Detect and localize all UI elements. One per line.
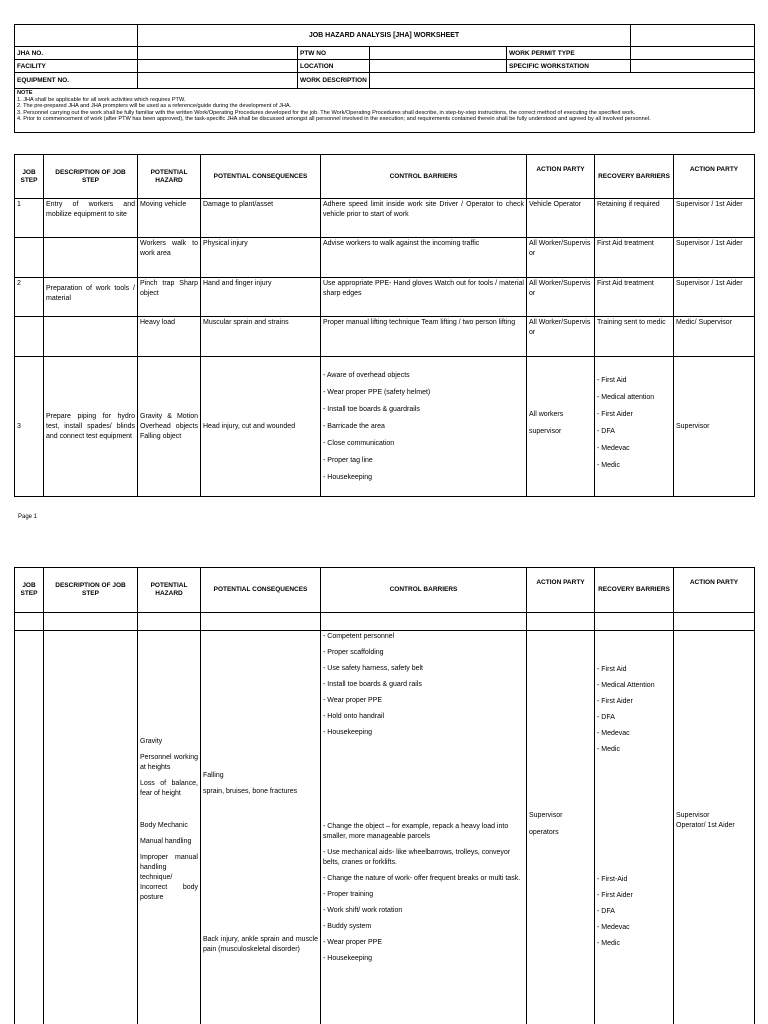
control-item: - Install toe boards & guard rails — [323, 681, 422, 688]
blank-cell — [674, 613, 755, 631]
recovery-cell: First Aid treatment — [595, 238, 674, 278]
table-row — [15, 278, 755, 317]
job-step-description: Entry of workers and mobilize equipment to site — [44, 199, 138, 238]
hazard-cell — [138, 631, 201, 1024]
consequence-item: sprain, bruises, bone fractures — [203, 788, 298, 795]
action-party-2-cell: Supervisor / 1st Aider — [674, 199, 755, 238]
hazard-cell: Pinch trap Sharp object — [138, 278, 201, 317]
hazard-cell: Heavy load — [138, 317, 201, 357]
control-item: - Proper scaffolding — [323, 649, 384, 656]
control-cell: Proper manual lifting technique Team lifting / two person lifting — [321, 317, 527, 357]
recovery-item: - Medical attention — [597, 393, 655, 401]
blank-cell — [44, 613, 138, 631]
action-party-line: Operator/ 1st Aider — [676, 822, 735, 829]
control-cell — [321, 357, 527, 497]
hazard-cell: Moving vehicle — [138, 199, 201, 238]
col-action-party: ACTION PARTY — [527, 155, 595, 199]
table-row — [15, 199, 755, 238]
recovery-item: - DFA — [597, 714, 615, 721]
consequence-cell: Damage to plant/asset — [201, 199, 321, 238]
control-cell — [321, 631, 527, 1024]
location-value[interactable] — [370, 60, 507, 73]
control-item: - Proper training — [323, 891, 374, 898]
recovery-cell: Training sent to medic — [595, 317, 674, 357]
job-step-description: Prepare piping for hydro test, install spades/ blinds and connect test equipment — [44, 357, 138, 497]
recovery-item: - Medevac — [597, 444, 630, 452]
col-description: DESCRIPTION OF JOB STEP — [44, 568, 138, 613]
jha-no-value[interactable] — [138, 47, 298, 60]
control-cell: Advise workers to walk against the incoming traffic — [321, 238, 527, 278]
recovery-item: - First-Aid — [597, 876, 628, 883]
note-item: 2. The pre-prepared JHA and JHA prompters will be used as a reference/guide during the development of JHA. — [17, 103, 292, 110]
job-step-number: 3 — [15, 357, 44, 497]
blank-cell — [631, 25, 755, 47]
recovery-item: - DFA — [597, 427, 615, 435]
action-party-cell: All Worker/Supervisor — [527, 317, 595, 357]
specific-workstation-value[interactable] — [631, 60, 755, 73]
action-party-line: operators — [529, 829, 559, 836]
worksheet-title: JOB HAZARD ANALYSIS [JHA] WORKSHEET — [138, 25, 631, 47]
ptw-no-value[interactable] — [370, 47, 507, 60]
blank-cell — [527, 613, 595, 631]
table-row — [15, 238, 755, 278]
col-hazard: POTENTIAL HAZARD — [138, 155, 201, 199]
recovery-item: - Medical Attention — [597, 682, 655, 689]
blank-cell — [44, 317, 138, 357]
table-row — [15, 631, 755, 1024]
control-item: - Use mechanical aids- like wheelbarrows, trolleys, conveyor belts, cranes or forklifts. — [323, 849, 511, 866]
action-party-2-cell: Medic/ Supervisor — [674, 317, 755, 357]
col-action-party-2: ACTION PARTY — [674, 568, 755, 613]
col-job-step: JOB STEP — [15, 155, 44, 199]
hazard-cell: Workers walk to work area — [138, 238, 201, 278]
consequence-cell: Head injury, cut and wounded — [201, 357, 321, 497]
hazard-item: Personnel working at heights — [140, 754, 198, 771]
action-party-cell: All Worker/Supervisor — [527, 238, 595, 278]
facility-label: FACILITY — [15, 60, 138, 73]
consequence-cell — [201, 631, 321, 1024]
col-recovery: RECOVERY BARRIERS — [595, 155, 674, 199]
control-item: - Housekeeping — [323, 955, 373, 962]
control-item: - Proper tag line — [323, 456, 373, 464]
jha-no-label: JHA NO. — [15, 47, 138, 60]
recovery-item: - First Aider — [597, 410, 633, 418]
recovery-item: - Medevac — [597, 730, 630, 737]
specific-workstation-label: SPECIFIC WORKSTATION — [507, 60, 631, 73]
control-item: - Competent personnel — [323, 633, 395, 640]
blank-cell — [44, 238, 138, 278]
action-party-cell: Vehicle Operator — [527, 199, 595, 238]
action-party-cell — [527, 357, 595, 497]
hazard-item: Gravity — [140, 738, 163, 745]
control-item: - Wear proper PPE (safety helmet) — [323, 388, 431, 396]
equipment-no-value[interactable] — [138, 73, 298, 89]
blank-cell — [321, 613, 527, 631]
job-step-description: Preparation of work tools / material — [44, 278, 138, 317]
hazard-item: Body Mechanic — [140, 822, 188, 829]
note-item: 3. Personnel carrying out the work shall be fully familiar with the written Work/Operating Procedures developed for the job. The Work/Operating Procedures shall describe, in step-by-step instructions, the correct method of executing the specified work. — [17, 109, 636, 116]
recovery-cell — [595, 357, 674, 497]
control-item: - Barricade the area — [323, 422, 385, 430]
table-row — [15, 613, 755, 631]
blank-cell — [201, 613, 321, 631]
action-party-line: All workers — [529, 410, 564, 418]
col-hazard: POTENTIAL HAZARD — [138, 568, 201, 613]
control-item: - Work shift/ work rotation — [323, 907, 403, 914]
action-party-cell — [527, 631, 595, 1024]
job-step-number: 1 — [15, 199, 44, 238]
location-label: LOCATION — [298, 60, 370, 73]
ptw-no-label: PTW NO — [298, 47, 370, 60]
table-row — [15, 357, 755, 497]
recovery-cell: Retaining if required — [595, 199, 674, 238]
control-item: - Change the object – for example, repack a heavy load into smaller, more manageable parcels — [323, 823, 509, 840]
action-party-2-cell: Supervisor / 1st Aider — [674, 238, 755, 278]
work-description-value[interactable] — [370, 73, 755, 89]
work-permit-type-value[interactable] — [631, 47, 755, 60]
col-action-party-2: ACTION PARTY — [674, 155, 755, 199]
hazard-cell: Gravity & Motion Overhead objects Falling object — [138, 357, 201, 497]
note-item: 4. Prior to commencement of work (after PTW has been approved), the task-specific JHA shall be discussed amongst all personnel involved in the execution; and requirements contained therein shall be fully understood and agreed by all involved personnel. — [17, 116, 651, 123]
action-party-2-cell: Supervisor — [674, 357, 755, 497]
facility-value[interactable] — [138, 60, 298, 73]
jha-header-table — [14, 24, 755, 133]
col-job-step: JOB STEP — [15, 568, 44, 613]
notes-section — [15, 89, 755, 133]
action-party-2-cell: Supervisor / 1st Aider — [674, 278, 755, 317]
work-description-label: WORK DESCRIPTION — [298, 73, 370, 89]
recovery-item: - First Aider — [597, 892, 633, 899]
action-party-2-cell — [674, 631, 755, 1024]
blank-cell — [15, 631, 44, 1024]
jha-table-page-2 — [14, 567, 755, 1024]
action-party-cell: All Worker/Supervisor — [527, 278, 595, 317]
control-item: - Housekeeping — [323, 729, 373, 736]
page-number: Page 1 — [18, 514, 38, 520]
col-control: CONTROL BARRIERS — [321, 568, 527, 613]
col-control: CONTROL BARRIERS — [321, 155, 527, 199]
hazard-item: Manual handling — [140, 838, 192, 845]
control-item: - Housekeeping — [323, 473, 373, 481]
recovery-item: - Medic — [597, 746, 620, 753]
recovery-item: - First Aid — [597, 376, 627, 384]
consequence-cell: Hand and finger injury — [201, 278, 321, 317]
control-item: - Aware of overhead objects — [323, 371, 410, 379]
action-party-line: Supervisor — [676, 812, 710, 819]
col-consequences: POTENTIAL CONSEQUENCES — [201, 155, 321, 199]
col-description: DESCRIPTION OF JOB STEP — [44, 155, 138, 199]
recovery-item: - Medevac — [597, 924, 630, 931]
job-step-number: 2 — [15, 278, 44, 317]
consequence-cell: Muscular sprain and strains — [201, 317, 321, 357]
col-consequences: POTENTIAL CONSEQUENCES — [201, 568, 321, 613]
action-party-line: supervisor — [529, 427, 562, 435]
control-item: - Close communication — [323, 439, 395, 447]
control-item: - Hold onto handrail — [323, 713, 385, 720]
consequence-cell: Physical injury — [201, 238, 321, 278]
control-cell: Adhere speed limit inside work site Driver / Operator to check vehicle prior to start of work — [321, 199, 527, 238]
blank-cell — [138, 613, 201, 631]
blank-cell — [44, 631, 138, 1024]
hazard-item: Loss of balance, fear of height — [140, 780, 198, 797]
blank-cell — [15, 613, 44, 631]
jha-table-page-1 — [14, 154, 755, 497]
note-label: NOTE — [17, 90, 33, 96]
action-party-line: Supervisor — [529, 812, 563, 819]
consequence-item: Falling — [203, 772, 224, 779]
blank-cell — [595, 613, 674, 631]
control-item: - Use safety harness, safety belt — [323, 665, 423, 672]
note-item: 1. JHA shall be applicable for all work activities which requires PTW. — [17, 96, 186, 103]
hazard-item: Improper manual handling technique/ Incorrect body posture — [140, 854, 198, 901]
table-row — [15, 317, 755, 357]
control-item: - Wear proper PPE — [323, 697, 383, 704]
control-cell: Use appropriate PPE- Hand gloves Watch out for tools / material sharp edges — [321, 278, 527, 317]
blank-cell — [15, 25, 138, 47]
control-item: - Buddy system — [323, 923, 372, 930]
recovery-cell — [595, 631, 674, 1024]
recovery-item: - First Aid — [597, 666, 627, 673]
recovery-item: - First Aider — [597, 698, 633, 705]
blank-cell — [15, 317, 44, 357]
blank-cell — [15, 238, 44, 278]
recovery-item: - Medic — [597, 940, 620, 947]
recovery-item: - DFA — [597, 908, 615, 915]
col-recovery: RECOVERY BARRIERS — [595, 568, 674, 613]
consequence-item: Back injury, ankle sprain and muscle pain (musculoskeletal disorder) — [203, 936, 318, 953]
control-item: - Change the nature of work- offer frequent breaks or multi task. — [323, 875, 521, 882]
work-permit-type-label: WORK PERMIT TYPE — [507, 47, 631, 60]
equipment-no-label: EQUIPMENT NO. — [15, 73, 138, 89]
recovery-item: - Medic — [597, 461, 620, 469]
control-item: - Install toe boards & guardrails — [323, 405, 420, 413]
control-item: - Wear proper PPE — [323, 939, 383, 946]
col-action-party: ACTION PARTY — [527, 568, 595, 613]
recovery-cell: First Aid treatment — [595, 278, 674, 317]
